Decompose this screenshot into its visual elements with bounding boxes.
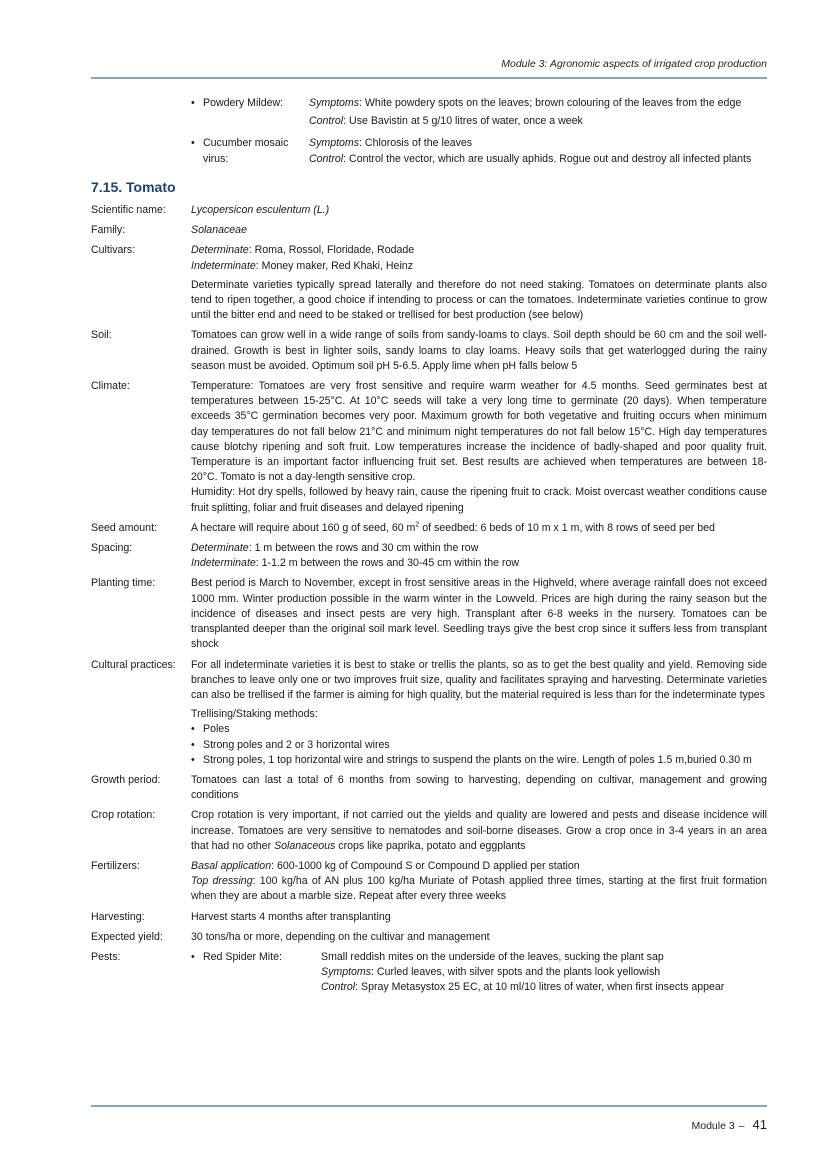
disease-details	[309, 136, 767, 169]
row-value: A hectare will require about 160 g of seed, 60 $m^2$ of seedbed: 6 beds of 10 m x 1 m, with 8 rows of seed per bed	[191, 521, 715, 534]
disease-list	[191, 96, 767, 170]
list-item: • Poles	[191, 722, 767, 737]
row-label: Family:	[91, 224, 126, 237]
row-label: Cultural practices:	[91, 658, 176, 671]
row-label: Expected yield:	[91, 930, 163, 943]
row-scientific-name	[91, 203, 767, 218]
list-item: • Strong poles and 2 or 3 horizontal wires	[191, 738, 767, 753]
row-planting-time	[91, 576, 767, 652]
row-label: Seed amount:	[91, 521, 157, 534]
bullet: •	[191, 723, 195, 736]
pest-name: Red Spider Mite:	[203, 950, 282, 963]
footer-rule	[91, 1105, 767, 1107]
disease-name: Cucumber mosaic virus:	[203, 137, 289, 165]
row-value: Determinate: Roma, Rossol, Floridade, Rodade Indeterminate: Money maker, Red Khaki, Heinz Determinate varieties typically spread laterally and therefore do not need staking. Tomatoes on determinate plants also tend to ripen together, a good choice if intending to process or can the tomatoes. Indeterminate varieties continue to grow until the bitter end and need to be staked or trellised for best production (see below)	[191, 243, 767, 323]
disease-name: Powdery Mildew:	[203, 97, 284, 109]
climate-temperature: Temperature: Tomatoes are very frost sensitive and require warm weather for 4.5 months. Seed germinates best at temperatures between 15-25°C. At 10°C seeds will take a very long time to germinate (20 days). When temperature exceeds 35°C germination becomes very poor. Maximum growth for both vegetative and fruiting occurs when minimum day temperatures do not fall below 21°C and minimum night temperatures do not fall below 15°C. High day temperatures cause blotchy ripening and soft fruit. Low temperatures increase the incidence of badly-shaped and poor quality fruit. Temperature is an important factor influencing fruit set. Best results are achieved when temperatures are between 18-20°C. Tomato is not a day-length sensitive crop.	[191, 380, 767, 484]
row-value: 30 tons/ha or more, depending on the cultivar and management	[191, 930, 490, 943]
pest-details: Small reddish mites on the underside of the leaves, sucking the plant sap Symptoms: Curled leaves, with silver spots and the plants look yellowish Control: Spray Metasystox 25 EC, at 10 ml/10 litres of water, when first insects appear	[321, 950, 725, 994]
bullet: •	[191, 950, 195, 963]
disease-details	[309, 96, 767, 132]
row-value: Harvest starts 4 months after transplanting	[191, 910, 391, 923]
row-seed-amount	[91, 521, 767, 536]
row-value: Best period is March to November, except in frost sensitive areas in the Highveld, where average rainfall does not exceed 1000 mm. Winter production possible in the warm winter in the Lowveld. Prices are high during the rainy season but the incidence of diseases and insect pests are very high. Transplant after 6-8 weeks in the nursery. Tomatoes can be transplanted deeper than the original soil mark level. Seedling trays give the best crop since it suffers less from transplant shock	[191, 577, 767, 651]
row-label: Harvesting:	[91, 910, 145, 923]
list-item: • Strong poles, 1 top horizontal wire and strings to suspend the plants on the wire. Length of poles 1.5 m,buried 0.30 m	[191, 753, 767, 768]
row-spacing	[91, 541, 767, 571]
disease-control: Control: Use Bavistin at 5 g/10 litres of water, once a week	[309, 115, 583, 128]
page-content	[91, 96, 767, 1001]
running-header: Module 3: Agronomic aspects of irrigated crop production	[501, 58, 767, 70]
disease-item	[191, 96, 767, 132]
row-label: Spacing:	[91, 542, 133, 555]
row-value: Tomatoes can last a total of 6 months from sowing to harvesting, depending on cultivar, management and growing conditions	[191, 773, 767, 802]
row-value: Basal application: 600-1000 kg of Compound S or Compound D applied per station Top dressing: 100 kg/ha of AN plus 100 kg/ha Muriate of Potash applied three times, starting at the first fruit formation when they are about a marble size. Repeat after every three weeks	[191, 859, 767, 903]
row-cultivars	[91, 243, 767, 323]
row-label: Pests:	[91, 950, 121, 963]
bullet: •	[191, 137, 195, 150]
row-expected-yield	[91, 930, 767, 945]
methods-title: Trellising/Staking methods:	[191, 708, 318, 721]
row-crop-rotation	[91, 808, 767, 854]
row-value: For all indeterminate varieties it is best to stake or trellis the plants, so as to get the best quality and yield. Removing side branches to leave only one or two improves fruit size, quality and facilitates spraying and harvesting. Determinate varieties can also be trellised if the farmer is aiming for high quality, but the material required is less than for the indeterminate types Trellising/Staking methods: • Poles • Strong poles and 2 or 3 horizontal wires • Strong poles, 1 top horizontal wire and strings to suspend the plants on the wire. Length of poles 1.5 m,buried 0.30 m	[191, 658, 767, 768]
pest-item	[191, 950, 767, 996]
row-label: Climate:	[91, 380, 130, 393]
section-title: 7.15. Tomato	[91, 178, 176, 195]
row-fertilizers	[91, 859, 767, 905]
row-value	[191, 950, 767, 996]
row-label: Crop rotation:	[91, 809, 156, 822]
row-label: Growth period:	[91, 773, 161, 786]
row-value: Tomatoes can grow well in a wide range of soils from sandy-loams to clays. Soil depth should be 60 cm and the soil well-drained. Growth is best in lighter soils, sandy loams to clay loams. Heavy soils that get waterlogged during the rainy season must be avoided. Optimum soil pH 5-6.5. Apply lime when pH falls below 5	[191, 329, 767, 372]
bullet: •	[191, 738, 195, 751]
methods-list	[191, 722, 767, 768]
cultivar-note: Determinate varieties typically spread laterally and therefore do not need staking. Tomatoes on determinate plants also tend to ripen together, a good choice if intending to process or can the tomatoes. Indeterminate varieties continue to grow until the bitter end and need to be staked or trellised for best production (see below)	[191, 278, 767, 322]
footer-module: Module 3	[691, 1120, 735, 1132]
row-value	[191, 379, 767, 516]
row-value: Lycopersicon esculentum (L.)	[191, 204, 330, 217]
row-growth-period	[91, 773, 767, 803]
bullet: •	[191, 97, 195, 109]
footer-dash: –	[738, 1120, 745, 1132]
row-harvesting	[91, 910, 767, 925]
disease-symptoms: Symptoms: Chlorosis of the leaves	[309, 137, 473, 150]
row-soil	[91, 328, 767, 374]
disease-item	[191, 136, 767, 169]
row-label: Planting time:	[91, 577, 156, 590]
climate-humidity: Humidity: Hot dry spells, followed by heavy rain, cause the ripening fruit to crack. Moist overcast weather conditions cause fruit splitting, foliar and fruit diseases and delayed ripening	[191, 486, 767, 514]
page-number: 41	[752, 1117, 767, 1132]
row-cultural-practices	[91, 658, 767, 768]
header-rule	[91, 77, 767, 79]
bullet: •	[191, 753, 195, 766]
row-value: Determinate: 1 m between the rows and 30 cm within the row Indeterminate: 1-1.2 m between the rows and 30-45 cm within the row	[191, 542, 519, 570]
row-family	[91, 223, 767, 238]
row-label: Fertilizers:	[91, 859, 140, 872]
row-pests	[91, 950, 767, 996]
row-value: Solanaceae	[191, 224, 247, 237]
page-footer	[91, 1117, 767, 1132]
row-label: Soil:	[91, 329, 112, 342]
row-label: Scientific name:	[91, 204, 166, 217]
disease-symptoms: Symptoms: White powdery spots on the leaves; brown colouring of the leaves from the edge	[309, 97, 742, 109]
disease-control: Control: Control the vector, which are usually aphids. Rogue out and destroy all infected plants	[309, 152, 752, 165]
row-label: Cultivars:	[91, 244, 136, 257]
row-climate	[91, 379, 767, 516]
row-value: Crop rotation is very important, if not carried out the yields and quality are lowered and pests and disease incidence will increase. Tomatoes are very sensitive to nematodes and soil-borne diseases. Grow a crop once in 3-4 years in an area that had no other Solanaceous crops like paprika, potato and eggplants	[191, 809, 767, 852]
